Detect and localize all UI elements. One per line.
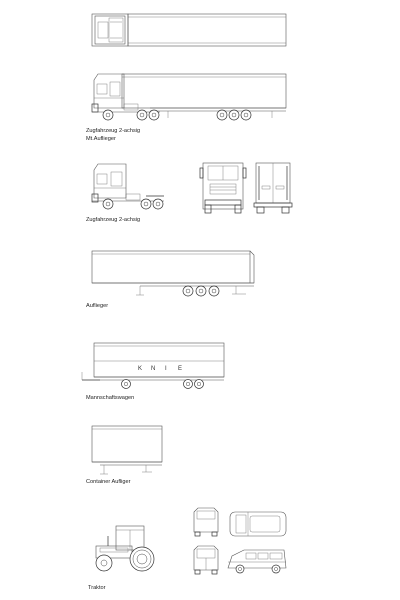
caption-semitrailer: Auflieger [86, 303, 109, 309]
trailer-rear-view [254, 163, 292, 213]
wagon-lettering-2: N [151, 366, 156, 372]
van-side-view [228, 550, 286, 573]
caption-container-trailer: Container Aufliger [86, 479, 131, 485]
caption-team-wagon: Mannschaftswagen [86, 395, 135, 401]
team-wagon-side-view [82, 343, 224, 389]
truck-front-view [200, 163, 246, 213]
truck-top-view [92, 14, 286, 46]
farm-tractor-side-view [96, 526, 154, 571]
caption-tractor: Zugfahrzeug 2-achsig [86, 217, 141, 223]
wagon-lettering-3: I [165, 366, 167, 372]
semitrailer-side-view [92, 251, 254, 296]
caption-tractor-trailer-line2: Mt.Auflieger [86, 136, 116, 142]
caption-farm-tractor: Traktor [88, 585, 106, 591]
tractor-trailer-side-view [92, 74, 286, 120]
van-top-view [230, 512, 286, 536]
wagon-lettering-1: K [138, 366, 143, 372]
van-rear-view [194, 546, 218, 574]
caption-tractor-trailer-line1: Zugfahrzeug 2-achsig [86, 128, 141, 134]
tractor-side-view [92, 164, 164, 209]
wagon-lettering-4: E [178, 366, 183, 372]
van-front-view [194, 508, 218, 536]
container-trailer-side-view [92, 426, 162, 474]
